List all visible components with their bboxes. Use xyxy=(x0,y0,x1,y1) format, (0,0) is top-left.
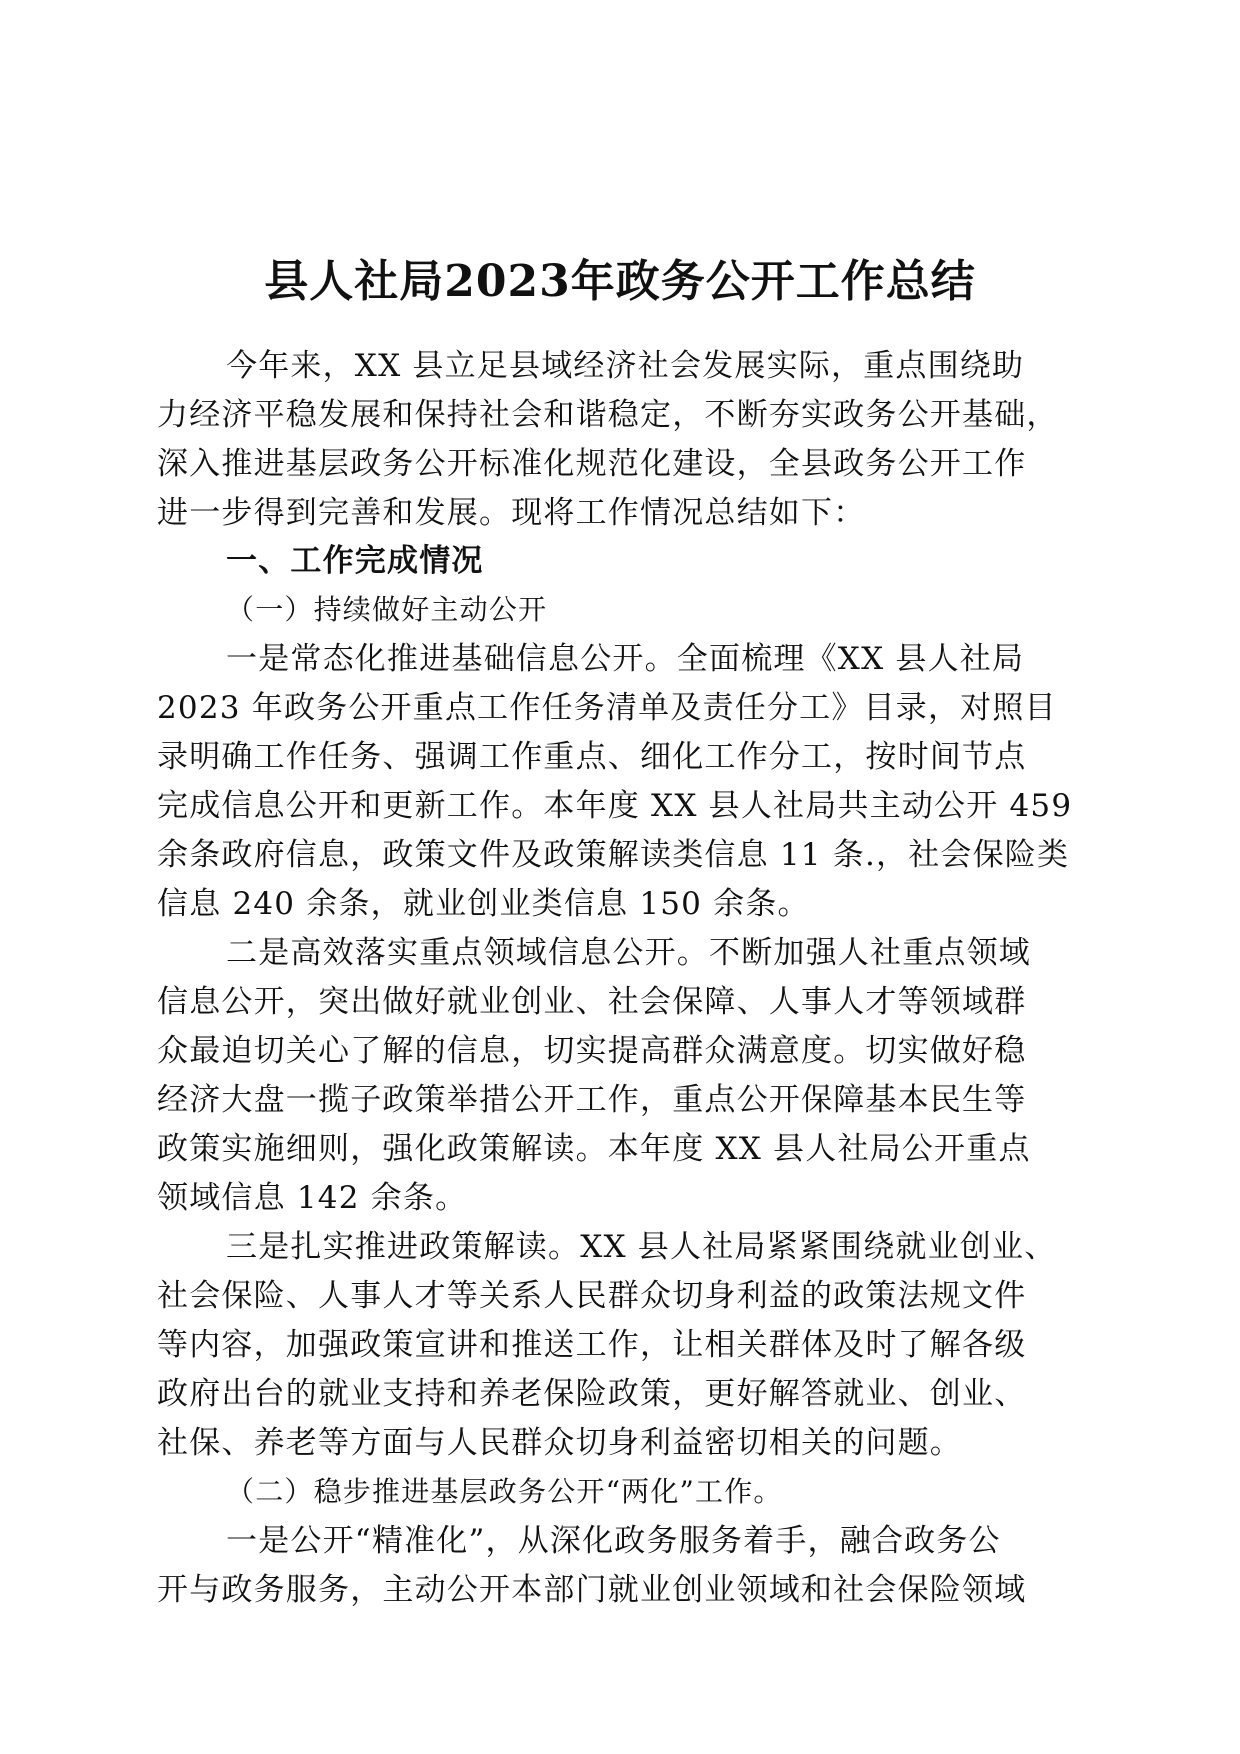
paragraph-line: 等内容，加强政策宣讲和推送工作，让相关群体及时了解各级 xyxy=(157,1327,1027,1363)
paragraph-line: 二是高效落实重点领域信息公开。不断加强人社重点领域 xyxy=(226,935,1031,971)
paragraph-line: 录明确工作任务、强调工作重点、细化工作分工，按时间节点 xyxy=(157,739,1027,775)
paragraph-line: 信息公开，突出做好就业创业、社会保障、人事人才等领域群 xyxy=(157,984,1027,1020)
paragraph-line: 进一步得到完善和发展。现将工作情况总结如下： xyxy=(157,495,866,531)
paragraph-line: 领域信息 142 余条。 xyxy=(157,1180,468,1216)
paragraph-line: 开与政务服务，主动公开本部门就业创业领域和社会保险领域 xyxy=(157,1572,1027,1608)
paragraph-line: 信息 240 余条，就业创业类信息 150 余条。 xyxy=(157,886,810,922)
paragraph-line: 社保、养老等方面与人民群众切身利益密切相关的问题。 xyxy=(157,1425,962,1461)
section-heading: 一、工作完成情况 xyxy=(226,543,484,579)
page-title: 县人社局2023年政务公开工作总结 xyxy=(264,256,976,307)
paragraph-line: 今年来，XX 县立足县域经济社会发展实际，重点围绕助 xyxy=(226,348,1025,384)
paragraph-line: 深入推进基层政务公开标准化规范化建设，全县政务公开工作 xyxy=(157,446,1027,482)
paragraph-line: 众最迫切关心了解的信息，切实提高群众满意度。切实做好稳 xyxy=(157,1033,1027,1069)
paragraph-line: 政府出台的就业支持和养老保险政策，更好解答就业、创业、 xyxy=(157,1376,1027,1412)
paragraph-line: 三是扎实推进政策解读。XX 县人社局紧紧围绕就业创业、 xyxy=(226,1229,1057,1265)
paragraph-line: 力经济平稳发展和保持社会和谐稳定，不断夯实政务公开基础， xyxy=(157,397,1059,433)
paragraph-line: 经济大盘一揽子政策举措公开工作，重点公开保障基本民生等 xyxy=(157,1082,1027,1118)
paragraph-line: 2023 年政务公开重点工作任务清单及责任分工》目录，对照目 xyxy=(157,690,1057,726)
subsection-heading: （二）稳步推进基层政务公开“两化”工作。 xyxy=(226,1475,783,1508)
paragraph-line: 社会保险、人事人才等关系人民群众切身利益的政策法规文件 xyxy=(157,1278,1027,1314)
subsection-heading: （一）持续做好主动公开 xyxy=(226,593,548,626)
paragraph-line: 一是公开“精准化”，从深化政务服务着手，融合政务公 xyxy=(226,1523,1001,1559)
paragraph-line: 余条政府信息，政策文件及政策解读类信息 11 条.，社会保险类 xyxy=(157,837,1070,873)
paragraph-line: 完成信息公开和更新工作。本年度 XX 县人社局共主动公开 459 xyxy=(157,788,1073,824)
paragraph-line: 一是常态化推进基础信息公开。全面梳理《XX 县人社局 xyxy=(226,641,1025,677)
paragraph-line: 政策实施细则，强化政策解读。本年度 XX 县人社局公开重点 xyxy=(157,1131,1031,1167)
